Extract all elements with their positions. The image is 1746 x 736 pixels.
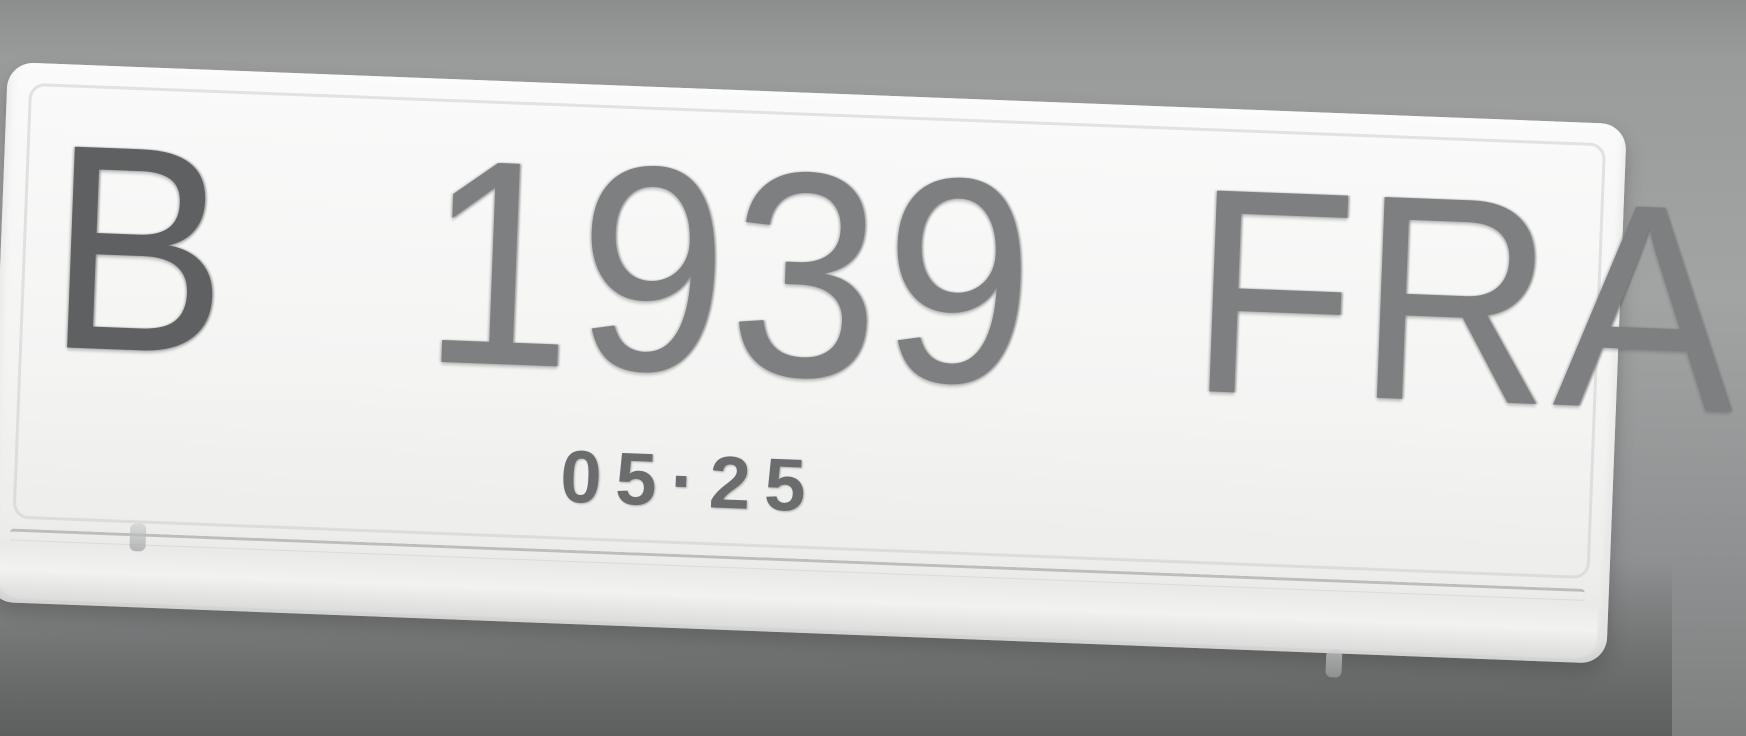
left-rivet (129, 523, 146, 552)
plate-region-code: B (42, 82, 238, 416)
right-rivet (1325, 649, 1342, 678)
license-plate (0, 62, 1746, 664)
plate-suffix: FRA (1184, 126, 1746, 474)
plate-number (42, 76, 1746, 474)
license-plate-wrapper (0, 62, 1746, 685)
plate-expiry-date: 05·25 (558, 434, 822, 528)
plate-digits: 1939 (418, 97, 1043, 447)
